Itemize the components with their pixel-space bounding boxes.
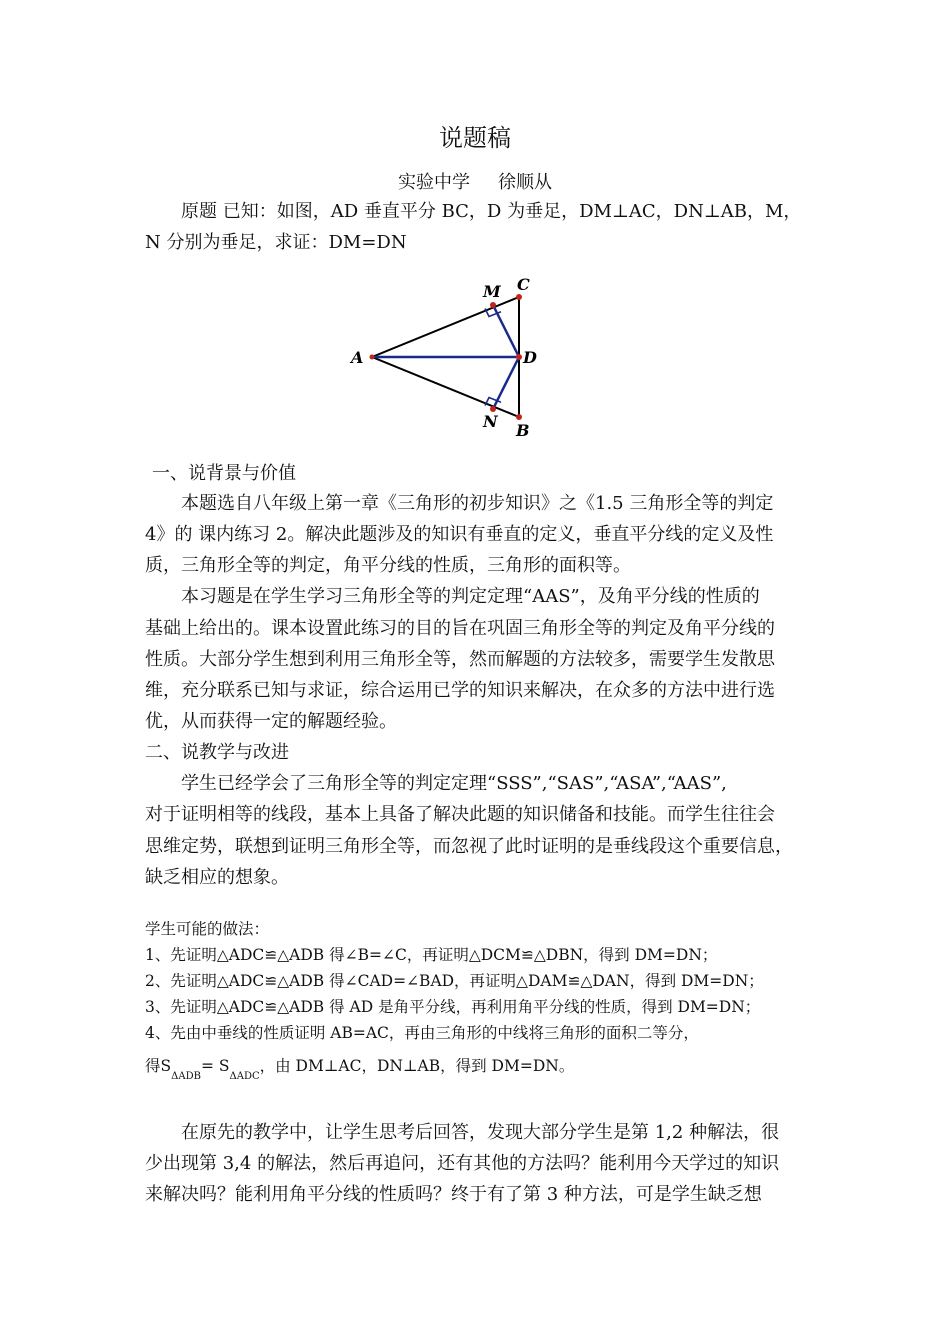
para3-line-3: 思维定势，联想到证明三角形全等，而忽视了此时证明的是垂线段这个重要信息， <box>145 836 793 857</box>
label-M: M <box>483 282 501 301</box>
formula-suffix: ，由 DM⊥AC，DN⊥AB，得到 DM=DN。 <box>259 1057 575 1075</box>
method-item: 2、先证明△ADC≌△ADB 得∠CAD=∠BAD，再证明△DAM≌△DAN，得到 DM=DN； <box>145 972 764 990</box>
point-C <box>516 294 522 300</box>
point-B <box>516 414 522 420</box>
label-A: A <box>351 348 364 367</box>
closing-line-1: 在原先的教学中，让学生思考后回答，发现大部分学生是第 1,2 种解法，很 <box>181 1122 780 1143</box>
formula-sub1: ΔADB <box>171 1071 201 1082</box>
author-line <box>0 168 950 194</box>
point-A <box>370 355 375 360</box>
para2-line-2: 基础上给出的。课本设置此练习的目的旨在巩固三角形全等的判定及角平分线的 <box>145 618 775 639</box>
para2-line-4: 维，充分联系已知与求证，综合运用已学的知识来解决，在众多的方法中进行选 <box>145 680 775 701</box>
formula-eq: = S <box>200 1057 230 1075</box>
segment-AC <box>372 297 519 357</box>
para3-line-4: 缺乏相应的想象。 <box>145 867 289 888</box>
problem-line-2: N 分别为垂足，求证：DM=DN <box>145 232 407 253</box>
closing-line-2: 少出现第 3,4 的解法，然后再追问，还有其他的方法吗？能利用今天学过的知识 <box>145 1153 780 1174</box>
label-N: N <box>483 412 498 431</box>
point-M <box>490 302 496 308</box>
label-D: D <box>523 348 537 367</box>
page-title: 说题稿 <box>439 124 511 152</box>
method-item: 1、先证明△ADC≌△ADB 得∠B=∠C，再证明△DCM≌△DBN，得到 DM=DN； <box>145 946 718 964</box>
para2-line-1: 本习题是在学生学习三角形全等的判定定理“AAS”，及角平分线的性质的 <box>181 586 760 607</box>
para1-line-2: 4》的 课内练习 2。解决此题涉及的知识有垂直的定义，垂直平分线的定义及性 <box>145 524 774 545</box>
closing-line-3: 来解决吗？能利用角平分线的性质吗？终于有了第 3 种方法，可是学生缺乏想 <box>145 1184 762 1205</box>
label-C: C <box>517 275 530 294</box>
para2-line-3: 性质。大部分学生想到利用三角形全等，然而解题的方法较多，需要学生发散思 <box>145 649 775 670</box>
para1-line-3: 质，三角形全等的判定，角平分线的性质，三角形的面积等。 <box>145 555 631 576</box>
method-item: 3、先证明△ADC≌△ADB 得 AD 是角平分线，再利用角平分线的性质，得到 DM=DN； <box>145 998 761 1016</box>
methods-heading: 学生可能的做法： <box>145 920 270 938</box>
problem-line-1: 原题 已知：如图，AD 垂直平分 BC，D 为垂足，DM⊥AC，DN⊥AB，M， <box>181 201 802 222</box>
method-formula <box>145 1053 574 1090</box>
geometry-figure <box>340 270 540 440</box>
author-school: 实验中学 <box>398 172 470 193</box>
section-heading-teaching: 二、说教学与改进 <box>145 742 289 763</box>
formula-sub2: ΔADC <box>229 1071 260 1082</box>
para1-line-1: 本题选自八年级上第一章《三角形的初步知识》之《1.5 三角形全等的判定 <box>181 493 774 514</box>
formula-s1: S <box>160 1057 172 1075</box>
author-name: 徐顺从 <box>498 172 552 193</box>
para3-line-2: 对于证明相等的线段，基本上具备了解决此题的知识储备和技能。而学生往往会 <box>145 804 775 825</box>
section-heading-background: 一、说背景与价值 <box>152 463 296 484</box>
formula-prefix: 得 <box>145 1057 161 1075</box>
point-D <box>516 354 522 360</box>
method-item: 4、先由中垂线的性质证明 AB=AC，再由三角形的中线将三角形的面积二等分， <box>145 1024 699 1042</box>
para2-line-5: 优，从而获得一定的解题经验。 <box>145 711 397 732</box>
para3-line-1: 学生已经学会了三角形全等的判定定理“SSS”,“SAS”,“ASA”,“AAS”, <box>181 773 727 794</box>
label-B: B <box>516 421 530 440</box>
segment-AB <box>372 357 519 417</box>
